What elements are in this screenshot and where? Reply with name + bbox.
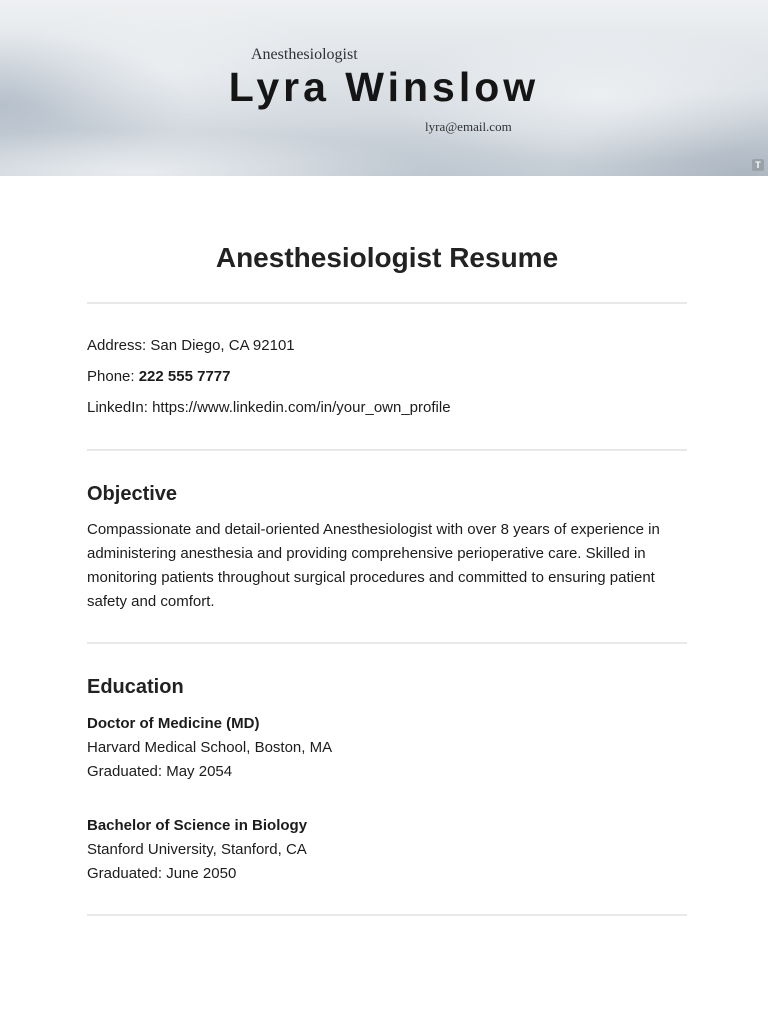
address-label: Address: [87,337,147,354]
education-heading: Education [87,676,184,698]
education-degree: Doctor of Medicine (MD) [87,715,260,732]
template-badge-icon: T [752,159,764,171]
section-divider [87,449,687,451]
education-school: Stanford University, Stanford, CA [87,841,307,858]
header-email[interactable]: lyra@email.com [425,119,512,134]
document-title: Anesthesiologist Resume [215,242,559,273]
contact-section [87,304,687,418]
address-value: San Diego, CA 92101 [150,337,295,354]
phone-label: Phone: [87,368,135,385]
contact-linkedin [87,398,687,418]
education-degree: Bachelor of Science in Biology [87,817,308,834]
linkedin-label: LinkedIn: [87,399,148,416]
objective-heading: Objective [87,483,178,505]
education-graduated: Graduated: June 2050 [87,865,237,882]
education-entry [87,712,687,784]
section-divider [87,642,687,644]
resume-body [87,176,687,916]
objective-text: Compassionate and detail-oriented Anesthesiologist with over 8 years of experience in administering anesthesia and providing comprehensive perioperative care. Skilled in monitoring patients throughout surgical procedures and committed to ensuring patient safety and comfort. [87,521,660,610]
education-graduated: Graduated: May 2054 [87,763,233,780]
header-banner [0,0,768,176]
header-job-title: Anesthesiologist [251,46,358,63]
candidate-name: Lyra Winslow [228,64,540,110]
contact-address [87,336,687,356]
education-school: Harvard Medical School, Boston, MA [87,739,333,756]
objective-section [87,480,687,614]
phone-value: 222 555 7777 [138,368,231,385]
education-section [87,673,687,886]
contact-phone [87,367,687,387]
linkedin-url[interactable]: https://www.linkedin.com/in/your_own_profile [152,399,451,416]
education-entry [87,814,687,886]
section-divider [87,914,687,916]
